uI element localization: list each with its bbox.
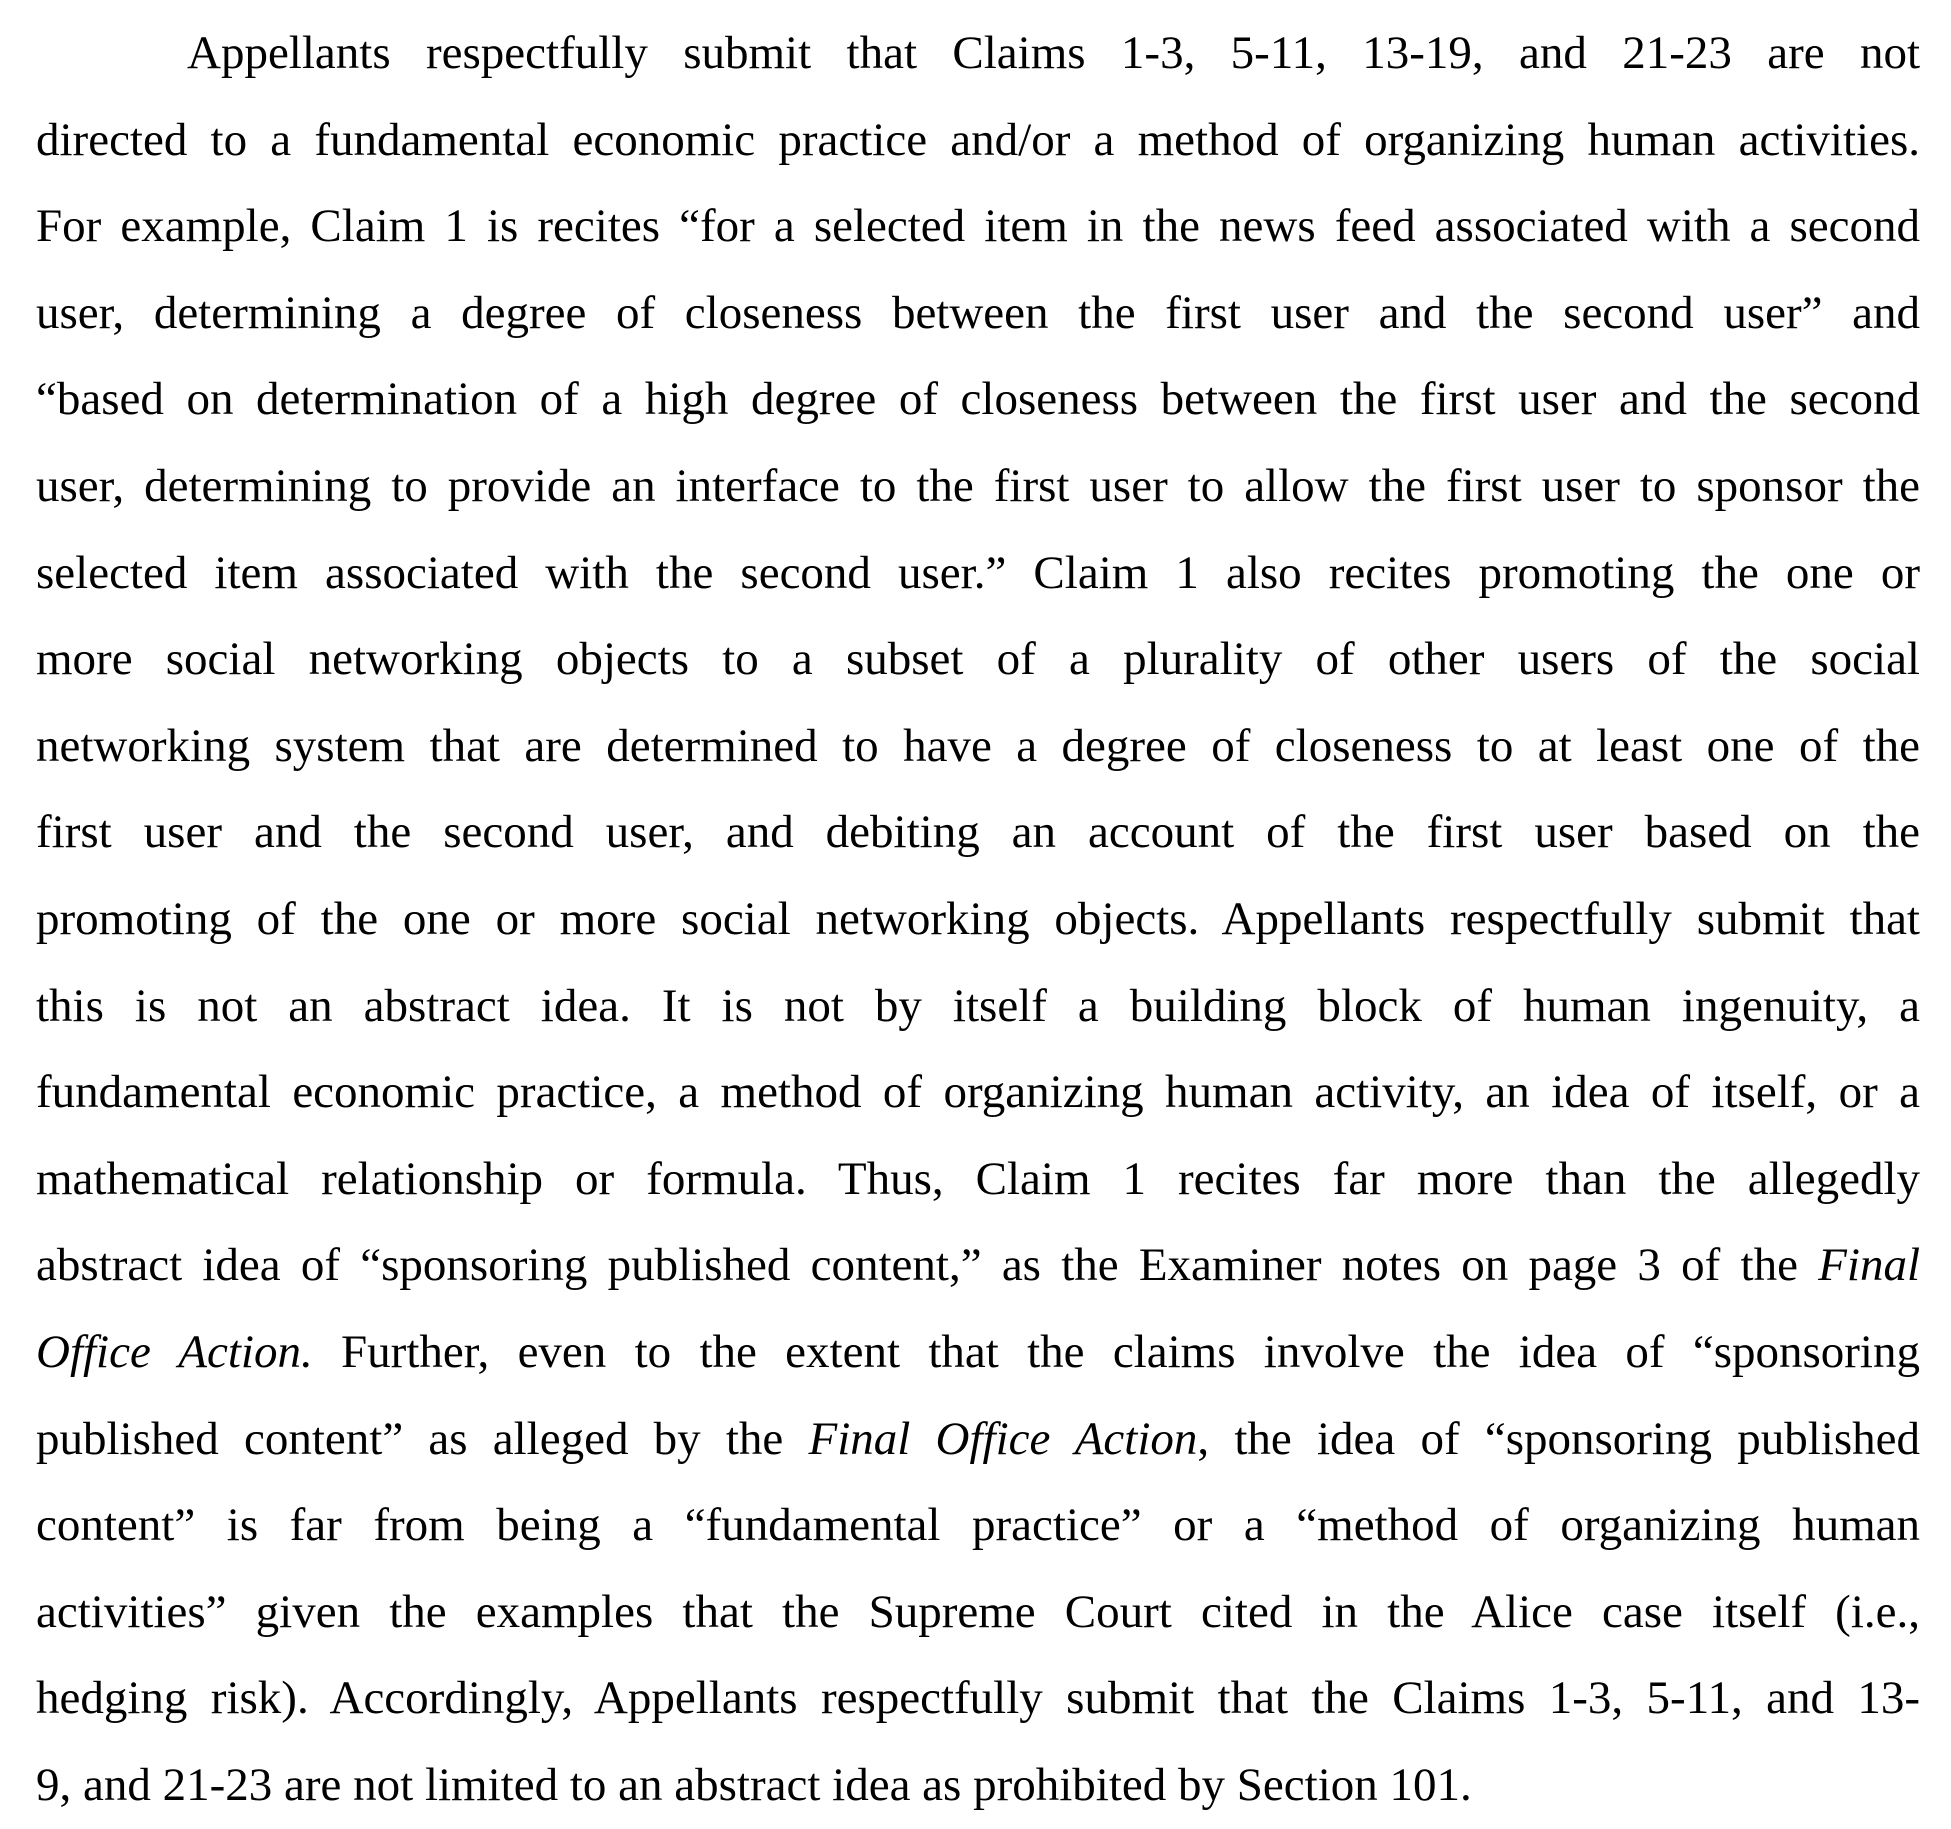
text-line-content	[36, 1136, 1920, 1223]
text-line-content	[36, 1222, 1920, 1309]
italic-citation: Final Office Action	[808, 1412, 1198, 1465]
text-line-content	[36, 443, 1920, 530]
text-segment: networking system that are determined to have a degree of closeness to at least one of the	[36, 719, 1920, 772]
text-line-content	[36, 1569, 1920, 1656]
text-line	[36, 1136, 1920, 1223]
text-line	[36, 356, 1920, 443]
text-segment: content” is far from being a “fundamental practice” or a “method of organizing human	[36, 1499, 1920, 1552]
text-line-content	[36, 1396, 1920, 1483]
text-segment: hedging risk). Accordingly, Appellants respectfully submit that the Claims 1-3, 5-11, and 13-	[36, 1672, 1920, 1725]
text-segment: more social networking objects to a subset of a plurality of other users of the social	[36, 633, 1920, 686]
text-line-content	[36, 1482, 1920, 1569]
text-line-content	[36, 97, 1920, 184]
text-line	[36, 1222, 1920, 1309]
text-segment: selected item associated with the second user.” Claim 1 also recites promoting the one or	[36, 546, 1920, 599]
italic-citation: Final	[1818, 1239, 1920, 1292]
text-line-content	[36, 1742, 1920, 1829]
text-line-content	[36, 703, 1920, 790]
text-line-content	[36, 876, 1920, 963]
text-line	[36, 789, 1920, 876]
text-line	[36, 1655, 1920, 1742]
text-line	[36, 1742, 1920, 1829]
text-line	[36, 616, 1920, 703]
text-segment: activities” given the examples that the Supreme Court cited in the Alice case itself (i.e.,	[36, 1585, 1920, 1638]
text-line	[36, 703, 1920, 790]
text-line	[36, 1396, 1920, 1483]
text-segment: , the idea of “sponsoring published	[1197, 1412, 1920, 1465]
text-line	[36, 1482, 1920, 1569]
text-line	[36, 270, 1920, 357]
text-segment: directed to a fundamental economic practice and/or a method of organizing human activities.	[36, 113, 1920, 166]
text-line-content	[36, 270, 1920, 357]
text-line-content	[187, 10, 1920, 97]
text-segment: For example, Claim 1 is recites “for a selected item in the news feed associated with a second	[36, 200, 1920, 253]
text-segment: Further, even to the extent that the claims involve the idea of “sponsoring	[312, 1326, 1920, 1378]
text-segment: first user and the second user, and debiting an account of the first user based on the	[36, 806, 1920, 859]
text-line	[36, 183, 1920, 270]
text-segment: user, determining to provide an interface to the first user to allow the first user to sponsor the	[36, 460, 1920, 512]
text-segment: fundamental economic practice, a method of organizing human activity, an idea of itself, or a	[36, 1066, 1920, 1119]
text-line-content	[36, 356, 1920, 443]
text-line-content	[36, 789, 1920, 876]
text-line-content	[36, 1309, 1920, 1396]
text-segment: published content” as alleged by the	[36, 1412, 809, 1465]
text-line	[36, 1309, 1920, 1396]
text-line-content	[36, 963, 1920, 1050]
text-line	[36, 1049, 1920, 1136]
text-segment: mathematical relationship or formula. Thus, Claim 1 recites far more than the allegedly	[36, 1152, 1920, 1205]
text-line	[36, 1569, 1920, 1656]
text-line	[36, 876, 1920, 963]
text-line	[36, 963, 1920, 1050]
text-line-content	[36, 1049, 1920, 1136]
text-line-content	[36, 530, 1920, 617]
text-segment: Appellants respectfully submit that Claims 1-3, 5-11, 13-19, and 21-23 are not	[187, 27, 1920, 79]
text-segment: user, determining a degree of closeness between the first user and the second user” and	[36, 286, 1920, 339]
text-segment: “based on determination of a high degree of closeness between the first user and the second	[36, 373, 1920, 426]
text-segment: this is not an abstract idea. It is not by itself a building block of human ingenuity, a	[36, 979, 1920, 1032]
text-line-content	[36, 1655, 1920, 1742]
text-line-content	[36, 183, 1920, 270]
text-line	[36, 530, 1920, 617]
italic-citation: Office Action.	[36, 1326, 313, 1378]
text-segment: promoting of the one or more social networking objects. Appellants respectfully submit that	[36, 893, 1920, 945]
text-line	[187, 10, 1920, 97]
text-line	[36, 97, 1920, 184]
text-segment: abstract idea of “sponsoring published content,” as the Examiner notes on page 3 of the	[36, 1239, 1819, 1292]
text-line-content	[36, 616, 1920, 703]
text-line	[36, 443, 1920, 530]
text-segment: 9, and 21-23 are not limited to an abstract idea as prohibited by Section 101.	[36, 1759, 1472, 1811]
